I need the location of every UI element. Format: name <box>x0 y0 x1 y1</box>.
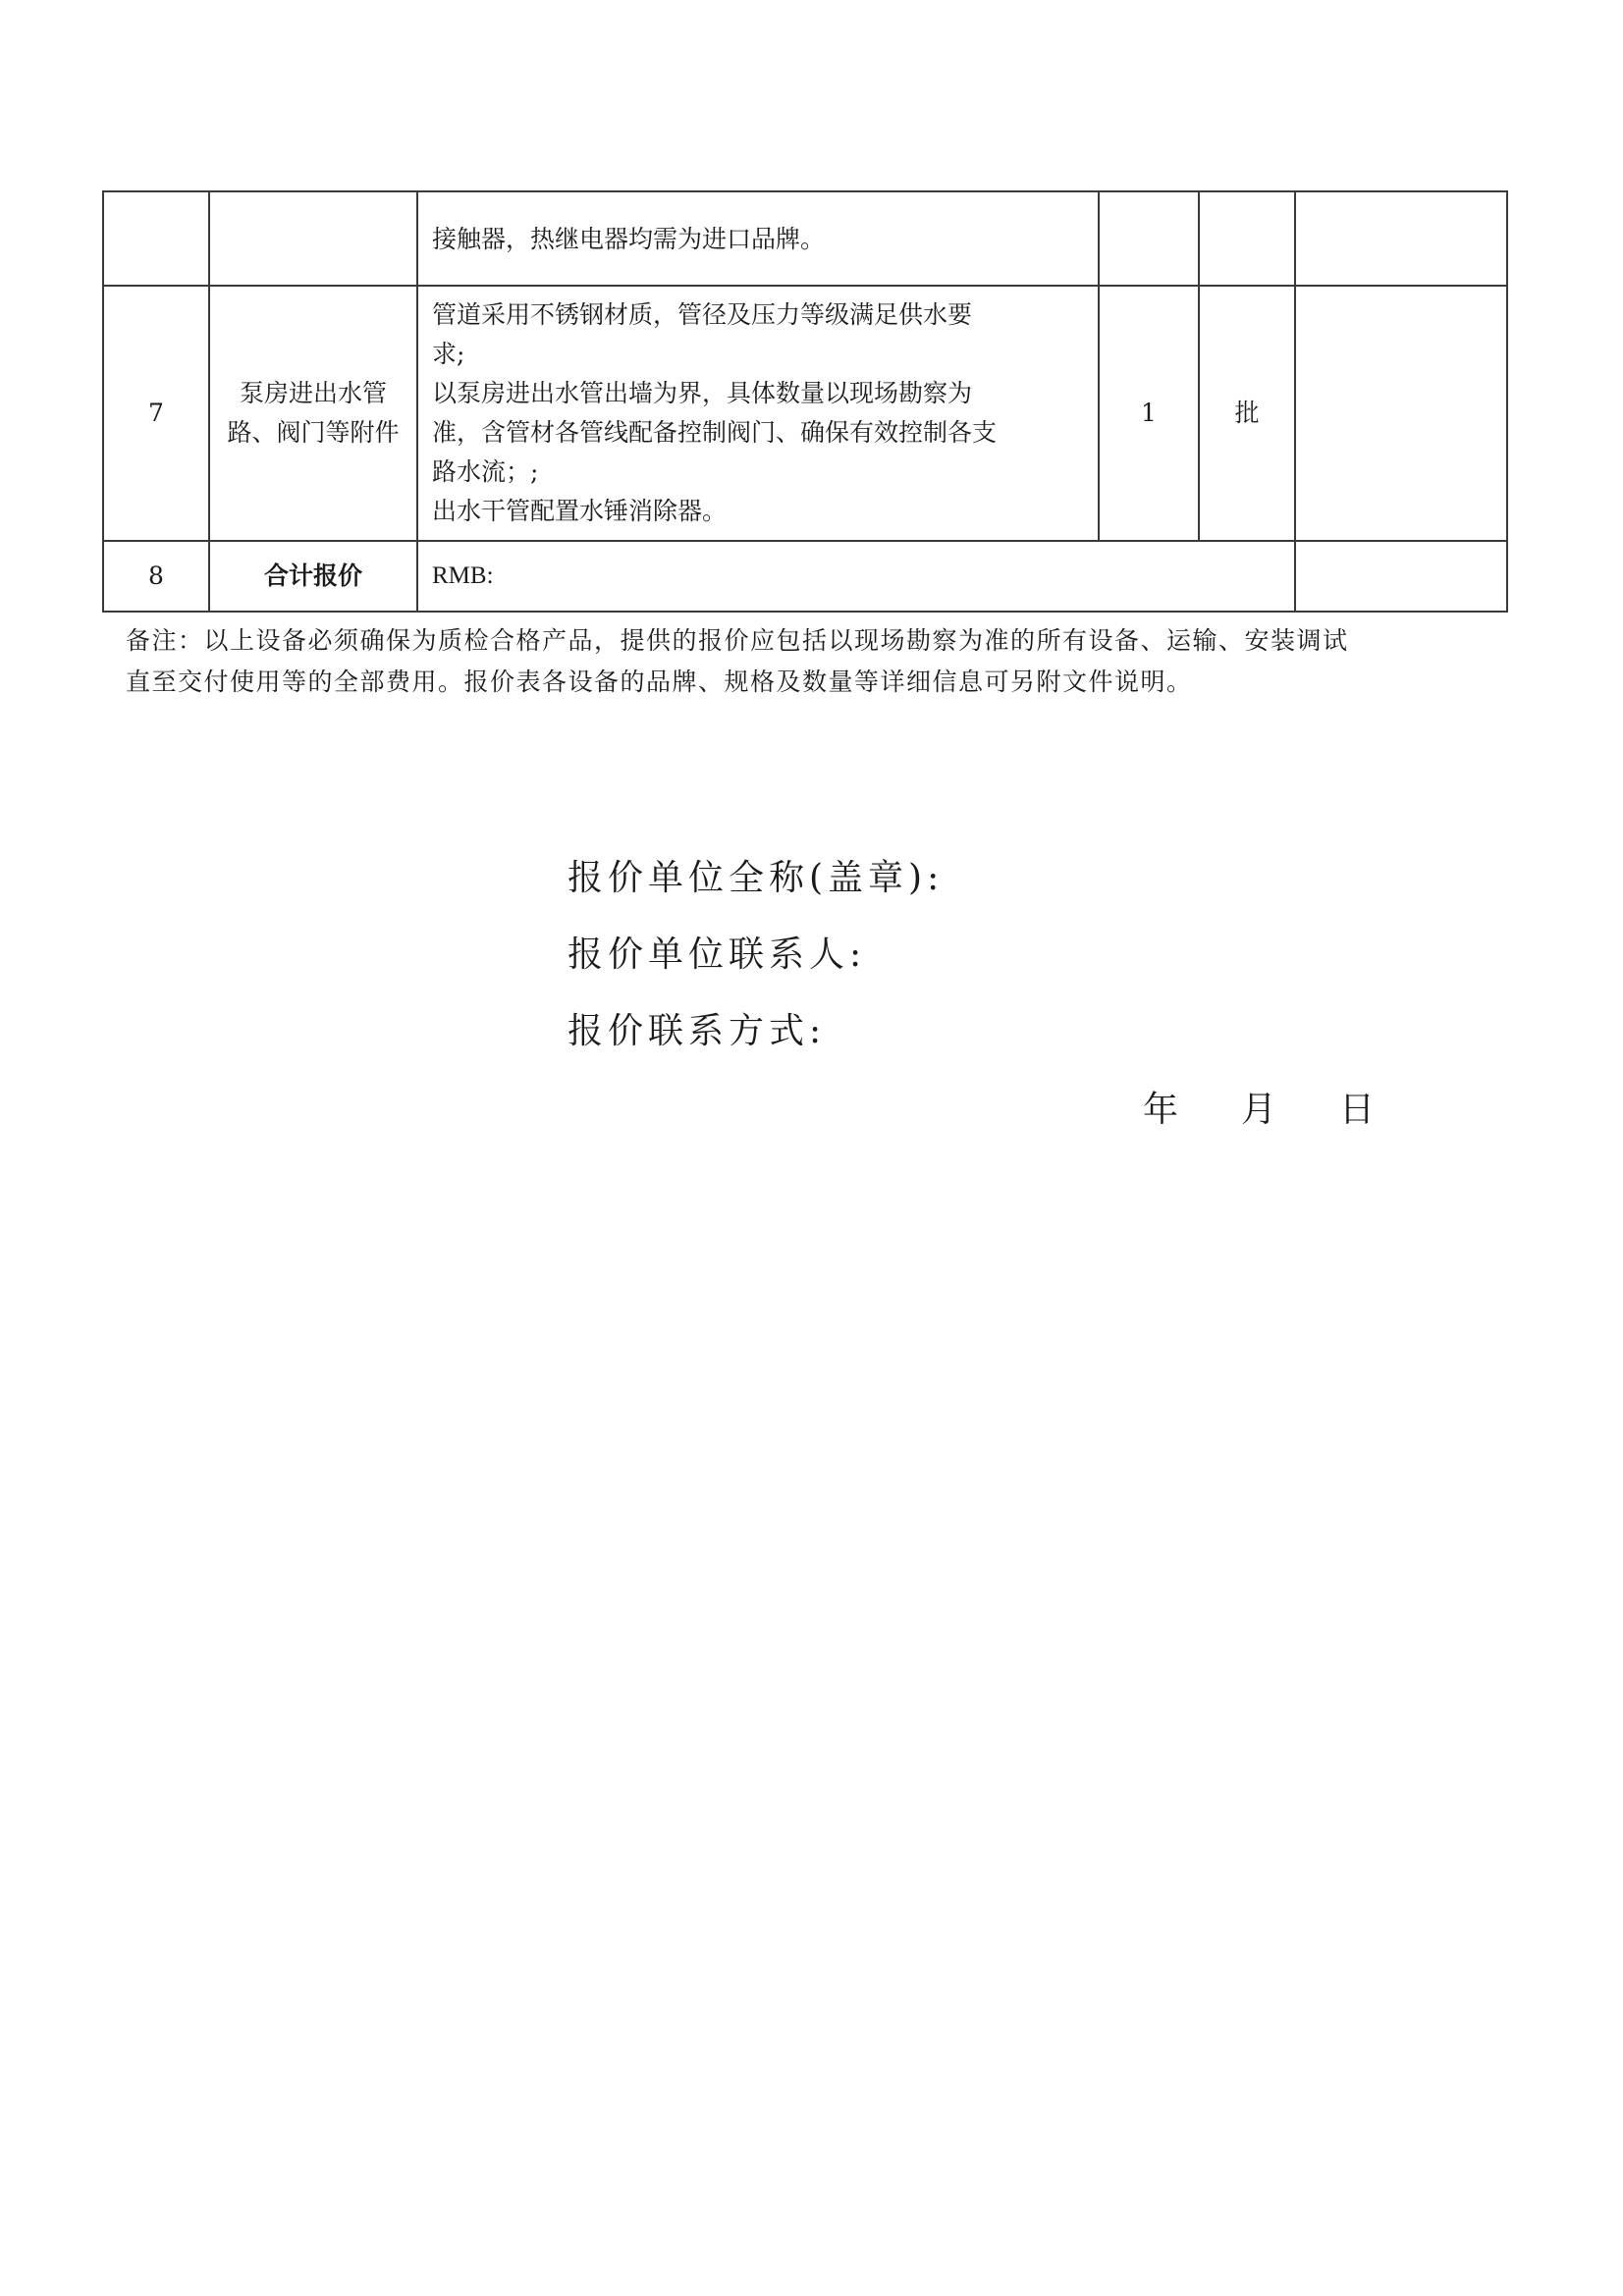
unit-cell: 批 <box>1199 286 1295 541</box>
quantity-cell <box>1099 191 1199 286</box>
table-row <box>103 286 1507 541</box>
date-line <box>1143 1082 1375 1132</box>
description-line: 出水干管配置水锤消除器。 <box>432 497 728 525</box>
month-label: 月 <box>1241 1090 1277 1130</box>
description-line: 路水流；; <box>432 457 539 486</box>
contact-method-label: 报价联系方式: <box>568 1011 827 1051</box>
item-name-cell <box>209 191 417 286</box>
quantity-cell: 1 <box>1099 286 1199 541</box>
description-line: 管道采用不锈钢材质，管径及压力等级满足供水要 <box>432 300 973 329</box>
total-value-cell: RMB: <box>417 541 1295 612</box>
table-row <box>103 191 1507 286</box>
description-line: 接触器，热继电器均需为进口品牌。 <box>432 225 826 253</box>
remark-line: 直至交付使用等的全部费用。报价表各设备的品牌、规格及数量等详细信息可另附文件说明。 <box>126 667 1193 696</box>
row-number-cell: 8 <box>103 541 209 612</box>
row-number-cell: 7 <box>103 286 209 541</box>
item-description-cell <box>417 191 1099 286</box>
quotation-table <box>102 190 1508 613</box>
item-description-cell <box>417 286 1099 541</box>
unit-cell <box>1199 191 1295 286</box>
price-cell <box>1295 286 1507 541</box>
item-name-cell: 泵房进出水管路、阀门等附件 <box>209 286 417 541</box>
remark-line: 备注：以上设备必须确保为质检合格产品，提供的报价应包括以现场勘察为准的所有设备、运输、安装调试 <box>126 626 1349 655</box>
day-label: 日 <box>1339 1090 1376 1130</box>
row-number-cell <box>103 191 209 286</box>
description-line: 以泵房进出水管出墙为界，具体数量以现场勘察为 <box>432 379 973 407</box>
description-line: 准，含管材各管线配备控制阀门、确保有效控制各支 <box>432 418 998 447</box>
description-line: 求; <box>432 340 465 368</box>
price-cell <box>1295 191 1507 286</box>
total-extra-cell <box>1295 541 1507 612</box>
contact-person-label: 报价单位联系人: <box>568 934 867 975</box>
total-row <box>103 541 1507 612</box>
total-label: 合计报价 <box>209 541 417 612</box>
year-label: 年 <box>1143 1090 1179 1130</box>
company-name-label: 报价单位全称(盖章): <box>568 858 945 898</box>
remark-note <box>126 620 1490 703</box>
